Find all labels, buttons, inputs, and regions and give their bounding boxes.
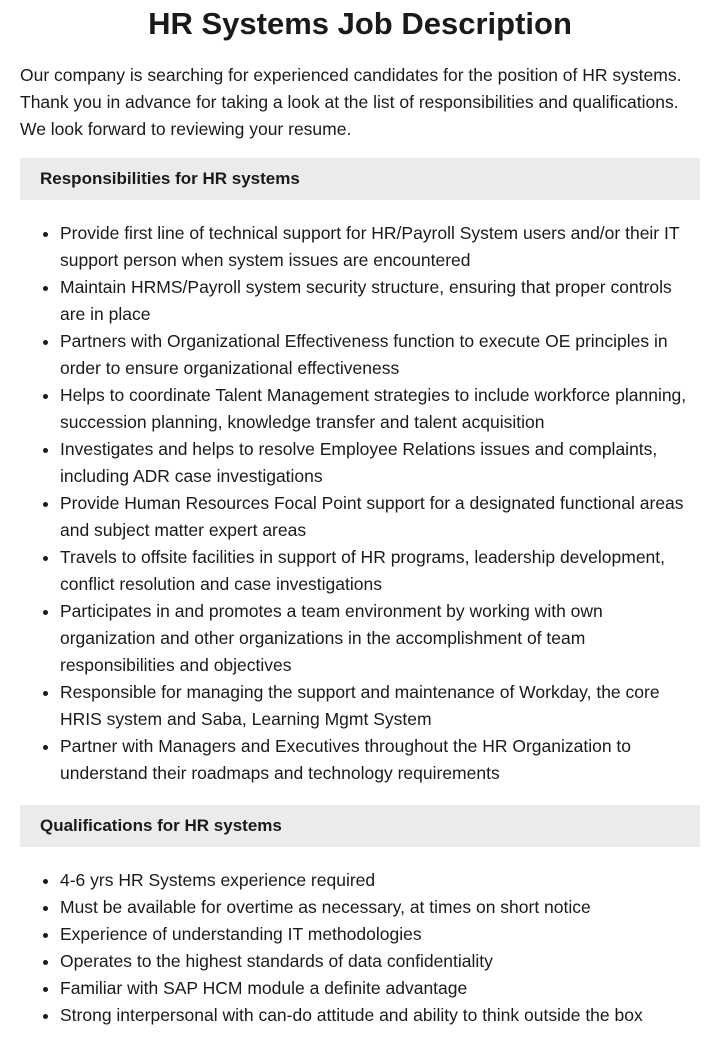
list-item: • Partners with Organizational Effectiveness function to execute OE principles in order to ensure organizational effectiveness	[60, 328, 700, 382]
list-item: • Responsible for managing the support and maintenance of Workday, the core HRIS system and Saba, Learning Mgmt System	[60, 679, 700, 733]
list-item: • Experience of understanding IT methodologies	[60, 921, 700, 948]
responsibilities-list	[20, 220, 700, 787]
list-item: • Investigates and helps to resolve Employee Relations issues and complaints, including ADR case investigations	[60, 436, 700, 490]
qualifications-list	[20, 867, 700, 1029]
list-item: • Strong interpersonal with can-do attitude and ability to think outside the box	[60, 1002, 700, 1029]
qualifications-heading: Qualifications for HR systems	[20, 805, 700, 847]
list-item: • Provide Human Resources Focal Point support for a designated functional areas and subject matter expert areas	[60, 490, 700, 544]
list-item: • Provide first line of technical support for HR/Payroll System users and/or their IT support person when system issues are encountered	[60, 220, 700, 274]
list-item: • Helps to coordinate Talent Management strategies to include workforce planning, succession planning, knowledge transfer and talent acquisition	[60, 382, 700, 436]
list-item: • Must be available for overtime as necessary, at times on short notice	[60, 894, 700, 921]
list-item: • Partner with Managers and Executives throughout the HR Organization to understand their roadmaps and technology requirements	[60, 733, 700, 787]
list-item: • Familiar with SAP HCM module a definite advantage	[60, 975, 700, 1002]
list-item: • Maintain HRMS/Payroll system security structure, ensuring that proper controls are in place	[60, 274, 700, 328]
list-item: • 4-6 yrs HR Systems experience required	[60, 867, 700, 894]
list-item: • Participates in and promotes a team environment by working with own organization and other organizations in the accomplishment of team responsibilities and objectives	[60, 598, 700, 679]
intro-text: Our company is searching for experienced candidates for the position of HR systems. Thank you in advance for taking a look at the list of responsibilities and qualifications. We look forward to reviewing your resume.	[20, 65, 682, 139]
list-item: • Travels to offsite facilities in support of HR programs, leadership development, conflict resolution and case investigations	[60, 544, 700, 598]
responsibilities-heading: Responsibilities for HR systems	[20, 158, 700, 200]
list-item: • Operates to the highest standards of data confidentiality	[60, 948, 700, 975]
page-title: HR Systems Job Description	[148, 6, 572, 41]
